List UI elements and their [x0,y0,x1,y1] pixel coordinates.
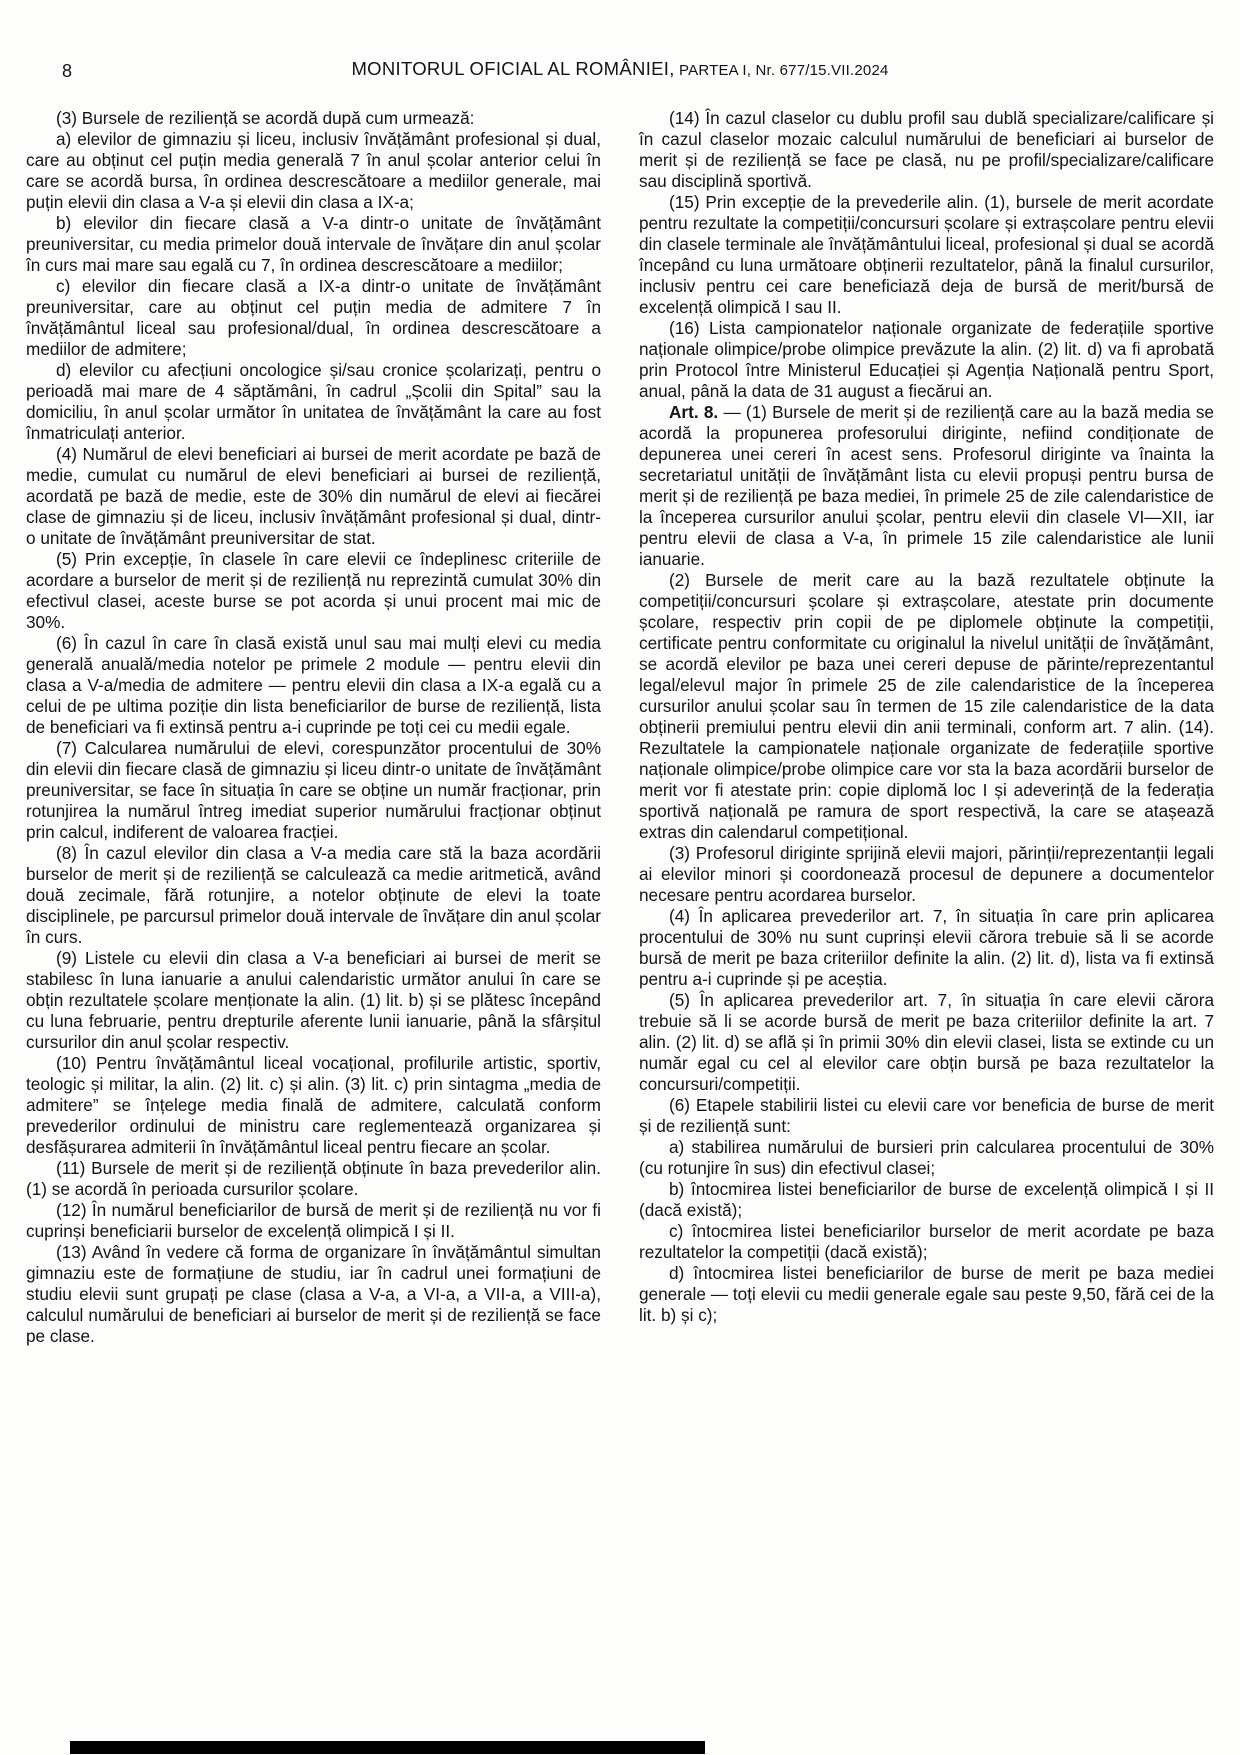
paragraph: (2) Bursele de merit care au la bază rezultatele obținute la competiții/concursuri școlare și extrașcolare, atestate prin documente școlare, respectiv prin copii de pe diplomele obținute la competiții, certificate pentru conformitate cu originalul la nivelul unității de învățământ, se acordă elevilor pe baza unei cereri depuse de părinte/reprezentantul legal/elevul major în primele 25 de zile calendaristice de la începerea cursurilor anului școlar sau în termen de 15 zile calendaristice de la data obținerii premiului pentru elevii din anii terminali, conform art. 7 alin. (14). Rezultatele la campionatele naționale organizate de federațiile sportive naționale olimpice/probe olimpice care vor sta la baza acordării burselor de merit vor fi atestate prin: copie diplomă loc I și adeverință de la federația sportivă națională pe ramura de sport respectivă, la care se atașează extras din calendarul competițional. [639,570,1214,842]
journal-title-main: MONITORUL OFICIAL AL ROMÂNIEI, [351,58,675,79]
paragraph: (13) Având în vedere că forma de organizare în învățământul simultan gimnaziu este de formațiune de studiu, iar în cadrul unei formațiuni de studiu elevii sunt grupați pe clase (clasa a V-a, a VI-a, a VII-a, a VIII-a), calculul numărului de beneficiari ai burselor de merit și de reziliență se face pe clase. [26,1242,601,1346]
paragraph: (14) În cazul claselor cu dublu profil sau dublă specializare/calificare și în cazul claselor mozaic calculul numărului de beneficiari ai burselor de merit și de reziliență se face pe clasă, nu pe profil/specializare/calificare sau disciplină sportivă. [639,108,1214,191]
journal-title [26,58,1214,80]
paragraph: c) întocmirea listei beneficiarilor burselor de merit acordate pe baza rezultatelor la competiții (dacă există); [639,1221,1214,1262]
article-label: Art. 8. [669,402,719,422]
paragraph: (4) Numărul de elevi beneficiari ai bursei de merit acordate pe bază de medie, cumulat cu numărul de elevi beneficiari ai bursei de reziliență, acordată pe bază de medie, este de 30% din numărul de elevi ai fiecărei clase de gimnaziu și de liceu, inclusiv învățământ profesional și dual, dintr-o unitate de învățământ preuniversitar de stat. [26,444,601,548]
paragraph: (3) Bursele de reziliență se acordă după cum urmează: [56,108,475,128]
paragraph: (10) Pentru învățământul liceal vocațional, profilurile artistic, sportiv, teologic și militar, la alin. (2) lit. c) și alin. (3) lit. c) prin sintagma „media de admitere” se înțelege media finală de admitere, calculată conform prevederilor ordinului de ministru care reglementează organizarea și desfășurarea admiterii în învățământul liceal pentru fiecare an școlar. [26,1053,601,1157]
paragraph: (8) În cazul elevilor din clasa a V-a media care stă la baza acordării burselor de merit și de reziliență se calculează ca medie aritmetică, având două zecimale, fără rotunjire, a notelor obținute de elevi la toate disciplinele, pe parcursul primelor două intervale de învățare din anul școlar în curs. [26,843,601,947]
paragraph: (11) Bursele de merit și de reziliență obținute în baza prevederilor alin. (1) se acordă în perioada cursurilor școlare. [26,1158,601,1199]
paragraph: d) elevilor cu afecțiuni oncologice și/sau cronice școlarizați, pentru o perioadă mai mare de 4 săptămâni, în cadrul „Școlii din Spital” sau la domiciliu, în anul școlar următor în unitatea de învățământ la care au fost înmatriculați anterior. [26,360,601,443]
paragraph: (9) Listele cu elevii din clasa a V-a beneficiari ai bursei de merit se stabilesc în luna ianuarie a anului calendaristic următor anului în care se obțin rezultatele școlare menționate la alin. (1) lit. b) și se plătesc începând cu luna februarie, pentru drepturile aferente lunii ianuarie, până la sfârșitul cursurilor din anul școlar respectiv. [26,948,601,1052]
paragraph [639,402,1214,570]
left-column [26,108,601,1347]
paragraph: (6) Etapele stabilirii listei cu elevii care vor beneficia de burse de merit și de reziliență sunt: [639,1095,1214,1136]
journal-title-issue: PARTEA I, Nr. 677/15.VII.2024 [674,62,889,79]
page-header [26,58,1214,92]
paragraph: (4) În aplicarea prevederilor art. 7, în situația în care prin aplicarea procentului de 30% nu sunt cuprinși elevii cărora trebuie să li se acorde bursă de merit pe baza criteriilor definite la alin. (2) lit. d), lista va fi extinsă pentru a-i cuprinde și pe aceștia. [639,906,1214,989]
paragraph: (3) Profesorul diriginte sprijină elevii majori, părinții/reprezentanții legali ai elevilor minori și coordonează procesul de depunere a documentelor necesare pentru acordarea burselor. [639,843,1214,905]
right-column [639,108,1214,1347]
paragraph: b) elevilor din fiecare clasă a V-a dintr-o unitate de învățământ preuniversitar, cu media primelor două intervale de învățare din anul școlar în curs mai mare sau egală cu 7, în ordinea descrescătoare a mediilor; [26,213,601,275]
paragraph: a) elevilor de gimnaziu și liceu, inclusiv învățământ profesional și dual, care au obținut cel puțin media generală 7 în anul școlar anterior celui în care se acordă bursa, în ordinea descrescătoare a mediilor generale, mai puțin elevii din clasa a V-a și elevii din clasa a IX-a; [26,129,601,212]
paragraph: b) întocmirea listei beneficiarilor de burse de excelență olimpică I și II (dacă există); [639,1179,1214,1220]
paragraph: (7) Calcularea numărului de elevi, corespunzător procentului de 30% din elevii din fiecare clasă de gimnaziu și liceu dintr-o unitate de învățământ preuniversitar, se face în situația în care se obține un număr fracționar, prin rotunjirea la numărul întreg imediat superior numărului fracționar obținut prin calcul, indiferent de valoarea fracției. [26,738,601,842]
paragraph: (5) În aplicarea prevederilor art. 7, în situația în care elevii cărora trebuie să li se acorde bursă de merit pe baza criteriilor definite la art. 7 alin. (2) lit. d) se află și în primii 30% din elevii clasei, lista se extinde cu un număr egal cu cel al elevilor care obțin bursă pe baza rezultatelor la concursuri/competiții. [639,990,1214,1094]
paragraph: c) elevilor din fiecare clasă a IX-a dintr-o unitate de învățământ preuniversitar, care au obținut cel puțin media de admitere 7 în învățământul liceal sau profesional/dual, în ordinea descrescătoare a mediilor de admitere; [26,276,601,359]
paragraph: (15) Prin excepție de la prevederile alin. (1), bursele de merit acordate pentru rezultate la competiții/concursuri școlare și extrașcolare pentru elevii din clasele terminale ale învățământului liceal, profesional și dual se acordă începând cu luna următoare obținerii rezultatelor, până la finalul cursurilor, inclusiv pentru cei care beneficiază deja de bursă de merit/bursă de excelență olimpică I sau II. [639,192,1214,317]
page-number: 8 [62,61,73,81]
paragraph-text: — (1) Bursele de merit și de reziliență care au la bază media se acordă la propunerea profesorului diriginte, nefiind condiționate de depunerea unei cereri în acest sens. Profesorul diriginte va înainta la secretariatul unității de învățământ lista cu elevii propuși pentru bursa de merit și de reziliență pe baza mediei, în primele 25 de zile calendaristice de la începerea cursurilor anului școlar, pentru elevii din clasele VI—XII, iar pentru elevii de clasa a V-a, în primele 15 zile calendaristice ale lunii ianuarie. [639,402,1214,569]
two-column-text-body [26,108,1214,1347]
paragraph: a) stabilirea numărului de bursieri prin calcularea procentului de 30% (cu rotunjire în sus) din efectivul clasei; [639,1137,1214,1178]
paragraph: (5) Prin excepție, în clasele în care elevii ce îndeplinesc criteriile de acordare a burselor de merit și de reziliență nu reprezintă cumulat 30% din efectivul clasei, aceste burse se pot acorda și unui procent mai mic de 30%. [26,549,601,632]
paragraph: (16) Lista campionatelor naționale organizate de federațiile sportive naționale olimpice/probe olimpice prevăzute la alin. (2) lit. d) va fi aprobată prin Protocol între Ministerul Educației și Agenția Națională pentru Sport, anual, până la data de 31 august a fiecărui an. [639,318,1214,401]
scan-artifact-bar [70,1741,705,1754]
paragraph: d) întocmirea listei beneficiarilor de burse de merit pe baza mediei generale — toți elevii cu medii generale egale sau peste 9,50, fără cei de la lit. b) și c); [639,1263,1214,1325]
paragraph: (6) În cazul în care în clasă există unul sau mai mulți elevi cu media generală anuală/media notelor pe primele 2 module — pentru elevii din clasa a V-a/media de admitere — pentru elevii din clasa a IX-a egală cu a celui de pe ultima poziție din lista beneficiarilor de burse de reziliență, lista de beneficiari va fi extinsă pentru a-i cuprinde pe toți cei cu medii egale. [26,633,601,737]
paragraph: (12) În numărul beneficiarilor de bursă de merit și de reziliență nu vor fi cuprinși beneficiarii burselor de excelență olimpică I și II. [26,1200,601,1241]
